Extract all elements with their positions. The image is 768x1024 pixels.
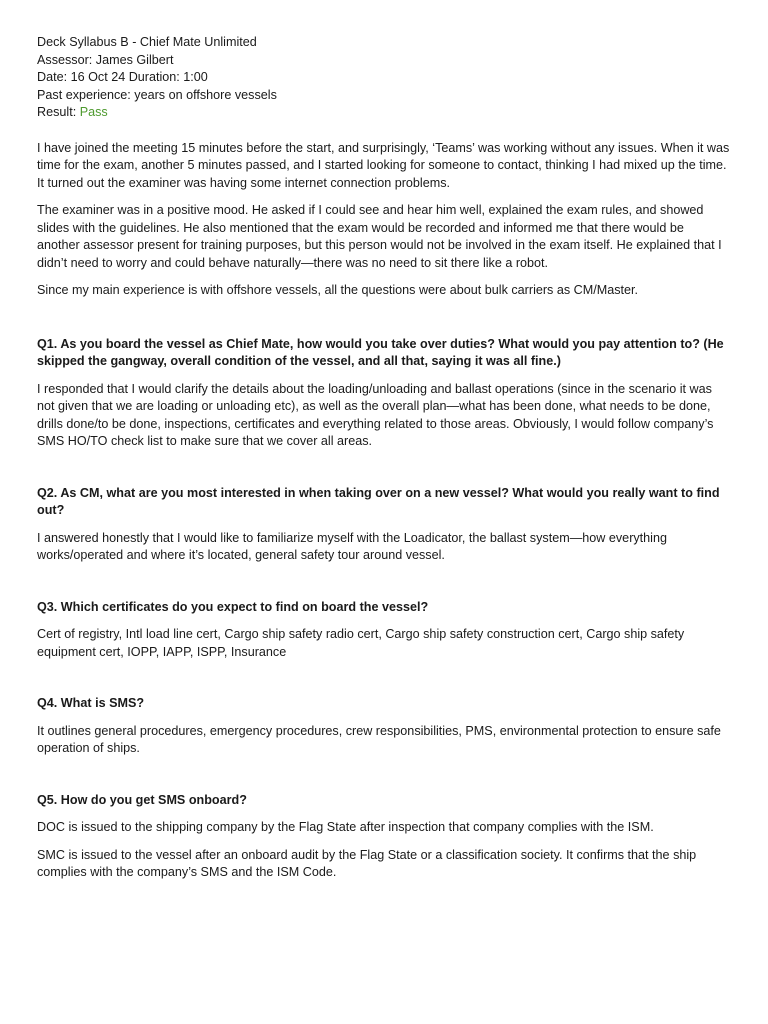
question-q1: Q1. As you board the vessel as Chief Mate, how would you take over duties? What would you pay attention to? (He skipped the gangway, overall condition of the vessel, and all that, saying it was all fine.) <box>37 336 724 368</box>
intro-section <box>37 140 730 300</box>
section-spacer <box>37 310 730 336</box>
section-spacer <box>37 768 730 792</box>
intro-paragraph: Since my main experience is with offshore vessels, all the questions were about bulk carriers as CM/Master. <box>37 283 639 297</box>
syllabus-title: Deck Syllabus B - Chief Mate Unlimited <box>37 35 257 49</box>
section-spacer <box>37 671 730 695</box>
answer-q4: It outlines general procedures, emergency procedures, crew responsibilities, PMS, environmental protection to ensure safe operation of ships. <box>37 723 721 755</box>
question-block-q3 <box>37 599 730 662</box>
answer-q5: DOC is issued to the shipping company by the Flag State after inspection that company complies with the ISM. <box>37 820 654 834</box>
date-duration-line: Date: 16 Oct 24 Duration: 1:00 <box>37 70 208 84</box>
section-spacer <box>37 575 730 599</box>
result-status-pass: Pass <box>79 105 108 119</box>
answer-q3: Cert of registry, Intl load line cert, Cargo ship safety radio cert, Cargo ship safety construction cert, Cargo ship safety equipment cert, IOPP, IAPP, ISPP, Insurance <box>37 627 685 659</box>
question-q3: Q3. Which certificates do you expect to find on board the vessel? <box>37 599 429 614</box>
question-block-q4 <box>37 695 730 758</box>
result-line <box>37 104 730 122</box>
experience-line: Past experience: years on offshore vessels <box>37 87 277 102</box>
answer-q2: I answered honestly that I would like to familiarize myself with the Loadicator, the ballast system—how everything works/operated and where it’s located, general safety tour around vessel. <box>37 530 667 562</box>
question-block-q2 <box>37 485 730 565</box>
question-q4: Q4. What is SMS? <box>37 696 145 710</box>
document-header <box>37 34 730 122</box>
question-q5: Q5. How do you get SMS onboard? <box>37 792 247 807</box>
header-spacer <box>37 122 730 140</box>
intro-paragraph: The examiner was in a positive mood. He asked if I could see and hear him well, explained the exam rules, and showed slides with the guidelines. He also mentioned that the exam would be recorded and informed me that there would be another assessor present for training purposes, but this person would not be involved in the exam itself. He explained that I didn’t need to worry and could behave naturally—there was no need to sit there like a robot. <box>37 203 722 270</box>
question-block-q1 <box>37 336 730 451</box>
answer-q5: SMC is issued to the vessel after an onboard audit by the Flag State or a classification society. It confirms that the ship complies with the company’s SMS and the ISM Code. <box>37 847 697 879</box>
question-q2: Q2. As CM, what are you most interested in when taking over on a new vessel? What would you really want to find out? <box>37 485 720 517</box>
result-label: Result: <box>37 105 80 119</box>
intro-paragraph: I have joined the meeting 15 minutes before the start, and surprisingly, ‘Teams’ was working without any issues. When it was time for the exam, another 5 minutes passed, and I started looking for someone to contact, thinking I had mixed up the time. It turned out the examiner was having some internet connection problems. <box>37 140 730 190</box>
question-block-q5 <box>37 792 730 882</box>
assessor-line: Assessor: James Gilbert <box>37 52 174 67</box>
section-spacer <box>37 461 730 485</box>
answer-q1: I responded that I would clarify the details about the loading/unloading and ballast operations (since in the scenario it was not given that we are loading or unloading etc), as well as the overall plan—what has been done, what needs to be done, drills done/to be done, inspections, certificates and everything related to those areas. Obviously, I would follow company’s SMS HO/TO check list to make sure that we cover all areas. <box>37 381 714 448</box>
